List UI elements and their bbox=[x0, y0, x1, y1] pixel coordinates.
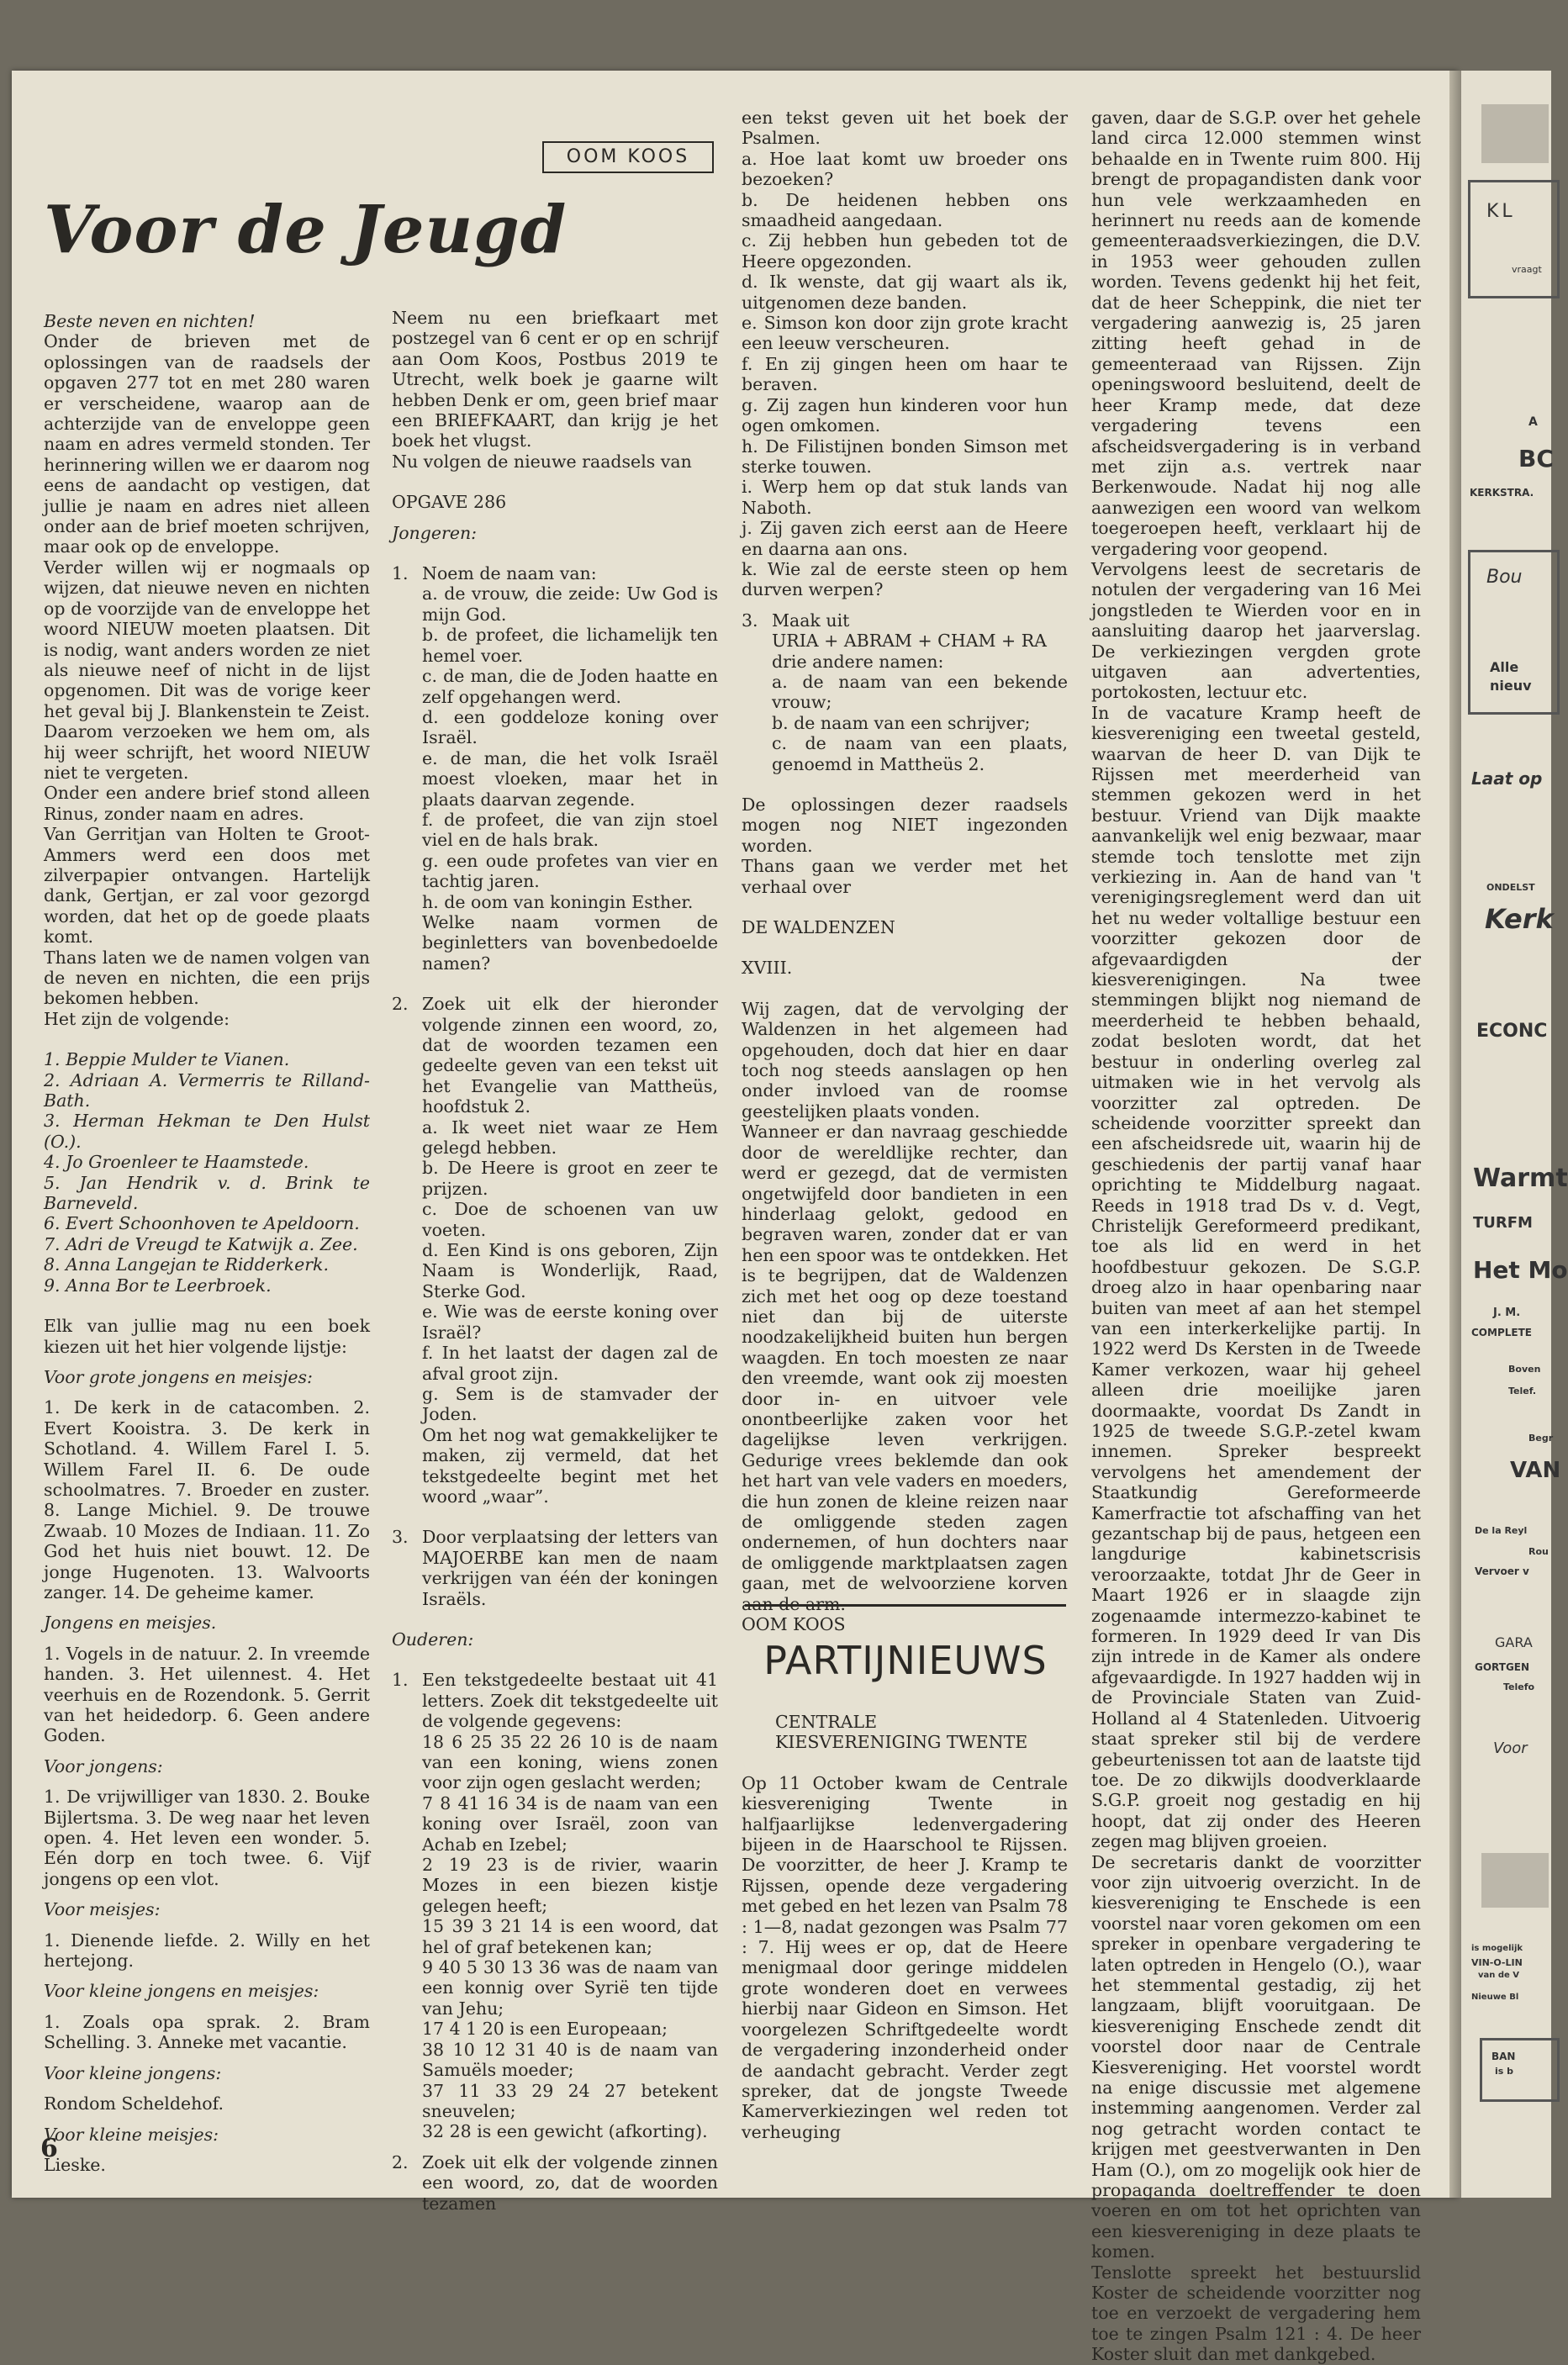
story-title: DE WALDENZEN bbox=[742, 917, 895, 938]
book-list: 1. De vrijwilliger van 1830. 2. Bouke Bijlertsma. 3. De weg naar het leven open. 4. Het leven een wonder. 5. Eén dorp en toch twee. 6. Vijf jongens op een vlot. bbox=[44, 1787, 370, 1889]
book-list: 1. Dienende liefde. 2. Willy en het hertejong. bbox=[44, 1929, 370, 1972]
winner-item: 6. Evert Schoonhoven te Apeldoorn. bbox=[44, 1213, 360, 1234]
section-title: PARTIJNIEUWS bbox=[763, 1638, 1048, 1683]
paragraph: een tekst geven uit het boek der Psalmen. bbox=[742, 108, 1068, 149]
paragraph: Onder een andere brief stond alleen Rinus, zonder naam en adres. bbox=[44, 783, 370, 824]
section-divider bbox=[745, 1604, 1066, 1607]
paragraph: Van Gerritjan van Holten te Groot-Ammers werd een doos met zilverpapier ontvangen. Hartelijk dank, Gertjan, er zal voor gezorgd worden, dat het op de goede plaats komt. bbox=[44, 824, 370, 948]
section-heading: Voor jongens: bbox=[44, 1755, 163, 1776]
column-3: een tekst geven uit het boek der Psalmen. a. Hoe laat komt uw broeder ons bezoeken? b. De heidenen hebben ons smaadheid aangedaan. c. Zij hebben hun gebeden tot de Heere opgezonden. d. Ik wenste, dat gij waart als ik, uitgenomen deze banden. e. Simson kon door zijn grote kracht een leeuw verscheuren. f. En zij gingen heen om haar te beraven. g. Zij zagen hun kinderen voor hun ogen omkomen. h. De Filistijnen bonden Simson met sterke touwen. i. Werp hem op dat stuk lands van Naboth. j. Zij gaven zich eerst aan de Heere en daarna aan ons. k. Wie zal de eerste steen op hem durven werpen? 3. Maak uit URIA + ABRAM + CHAM + RA drie andere namen: a. de naam van een bekende vrouw; b. de naam van een schrijver; c. de naam van een plaats, genoemd in Mattheüs 2. De oplossingen dezer raadsels mogen nog NIET ingezonden worden. Thans gaan we verder met het verhaal over DE WALDENZEN XVIII. Wij zagen, dat de vervolging der Waldenzen in het algemeen had opgehouden, doch dat hier en daar toch nog steeds aanslagen op hen onder invloed van de roomse geestelijken plaats vonden. Wanneer er dan navraag geschiedde door de wereldlijke rechter, dan werd er gezegd, dat de vermisten ongetwijfeld door bandieten in een hinderlaag gelokt, gedood en begraven waren, zonder dat er van hen een spoor was te ontdekken. Het is te begrijpen, dat de Waldenzen zich met het oog op deze toestand niet dan bij de uiterste noodzakelijkheid buiten hun bergen waagden. En toch moesten ze naar den vreemde, want ook zij moesten door in- en uitvoer vele onontbeerlijke zaken voor het dagelijkse leven verkrijgen. Gedurige vrees beklemde dan ook het hart van vele vaders en moeders, die hun zonen de kleine reizen naar de omliggende steden zagen ondernemen, of hun dochters naar de omliggende marktplaatsen zagen gaan, met de welvoorziene korven aan de arm. OOM KOOS bbox=[742, 108, 1068, 1635]
ad-box bbox=[1468, 180, 1560, 298]
paragraph: gaven, daar de S.G.P. over het gehele land circa 12.000 stemmen winst behaalde en in Twente ruim 800. Hij brengt de propagandisten dank voor hun vele werkzaamheden en herinnert nu reeds aan de komende gemeenteraadsverkiezingen, die D.V. in 1953 weer gehouden zullen worden. Tevens gedenkt hij het feit, dat de heer Scheppink, die niet ter vergadering aanwezig is, 25 jaren zitting heeft gehad in de gemeenteraad van Rijssen. Zijn openingswoord besluitend, deelt de heer Kramp mede, dat deze vergadering tevens een afscheidsvergadering is in verband met zijn a.s. vertrek naar Berkenwoude. Nadat hij nog alle aanwezigen een woord van welkom toegeroepen heeft, verklaart hij de vergadering voor geopend. bbox=[1091, 108, 1421, 559]
section-heading: Jongeren: bbox=[392, 522, 478, 543]
signature: OOM KOOS bbox=[742, 1614, 846, 1635]
book-list: Lieske. bbox=[44, 2154, 106, 2175]
column-2 bbox=[392, 308, 718, 2214]
paragraph: Nu volgen de nieuwe raadsels van bbox=[392, 451, 692, 472]
page-number: 6 bbox=[40, 2134, 58, 2163]
winner-item: 8. Anna Langejan te Ridderkerk. bbox=[44, 1254, 329, 1275]
paragraph: De secretaris dankt de voorzitter voor zijn uitvoerig overzicht. In de kiesvereniging te Enschede is een voorstel naar voren gekomen om een spreker in openbare vergadering te laten optreden in Hengelo (O.), waar het stemmental gestadig, zij het langzaam, blijft vooruitgaan. De kiesvereniging Enschede zendt dit voorstel door naar de Centrale Kiesvereniging. Het voorstel wordt na enige discussie met algemene instemming aangenomen. Verder zal nog getracht worden contact te krijgen met geestverwanten in Den Ham (O.), om zo mogelijk ook hier de propaganda doeltreffender te doen voeren en om tot het oprichten van een kiesvereniging in deze plaats te komen. bbox=[1091, 1851, 1421, 2262]
page-title: Voor de Jeugd bbox=[44, 192, 568, 268]
paragraph: Thans laten we de namen volgen van de neven en nichten, die een prijs bekomen hebben. bbox=[44, 947, 370, 1009]
column-label-box: OOM KOOS bbox=[542, 141, 714, 173]
section-heading: Voor kleine meisjes: bbox=[44, 2124, 219, 2145]
column-3-lower bbox=[742, 1712, 1068, 2142]
paragraph: Neem nu een briefkaart met postzegel van 6 cent er op en schrijf aan Oom Koos, Postbus 2019 te Utrecht, welk boek je gaarne wilt hebben Denk er om, geen brief maar een BRIEFKAART, dan krijg je het boek het vlugst. bbox=[392, 308, 718, 451]
paragraph: Onder de brieven met de oplossingen van de raadsels der opgaven 277 tot en met 280 waren er verscheidene, waarop aan de achterzijde van de enveloppe geen naam en adres vermeld stonden. Ter herinnering willen we er daarom nog eens de aandacht op vestigen, dat jullie je naam en adres niet alleen onder aan de brief moeten schrijven, maar ook op de enveloppe. bbox=[44, 331, 370, 557]
question: 1. Een tekstgedeelte bestaat uit 41 letters. Zoek dit tekstgedeelte uit de volgende gegevens: 18 6 25 35 22 26 10 is de naam van een koning, wiens zonen voor zijn ogen geslacht werden; 7 8 41 16 34 is de naam van een koning over Israël, zoon van Achab en Izebel; 2 19 23 is de rivier, waarin Mozes in een biezen kistje gelegen heeft; 15 39 3 21 14 is een woord, dat hel of graf betekenen kan; 9 40 5 30 13 36 was de naam van een konnig over Syrië ten tijde van Jehu; 17 4 1 20 is een Europeaan; 38 10 12 31 40 is de naam van Samuëls moeder; 37 11 33 29 24 27 betekent sneuvelen; 32 28 is een gewicht (afkorting). bbox=[392, 1670, 718, 2142]
page-fold bbox=[1449, 71, 1461, 2198]
greeting: Beste neven en nichten! bbox=[44, 311, 256, 331]
section-heading: Voor meisjes: bbox=[44, 1899, 161, 1920]
paragraph: Elk van jullie mag nu een boek kiezen uit het hier volgende lijstje: bbox=[44, 1316, 370, 1357]
story-chapter: XVIII. bbox=[742, 958, 793, 979]
ad-box bbox=[1480, 2038, 1560, 2102]
column-1 bbox=[44, 311, 370, 2175]
section-heading: Voor grote jongens en meisjes: bbox=[44, 1366, 313, 1387]
puzzle-title: OPGAVE 286 bbox=[392, 492, 507, 513]
paragraph: De oplossingen dezer raadsels mogen nog NIET ingezonden worden. bbox=[742, 794, 1068, 856]
ad-image bbox=[1481, 1853, 1549, 1908]
winner-item: 9. Anna Bor te Leerbroek. bbox=[44, 1275, 272, 1296]
article-title: CENTRALE KIESVERENIGING TWENTE bbox=[775, 1712, 1028, 1753]
winner-item: 2. Adriaan A. Vermerris te Rilland-Bath. bbox=[44, 1069, 370, 1111]
section-heading: Ouderen: bbox=[392, 1629, 474, 1650]
book-list: 1. De kerk in de catacomben. 2. Evert Kooistra. 3. De kerk in Schotland. 4. Willem Farel I. 5. Willem Farel II. 6. De oude schoolmatres. 7. Broeder en zuster. 8. Lange Michiel. 9. De trouwe Zwaab. 10 Mozes de Indiaan. 11. Zo God het huis niet bouwt. 12. De jonge Hugenoten. 13. Walvoorts zanger. 14. De geheime kamer. bbox=[44, 1397, 370, 1602]
book-list: 1. Zoals opa sprak. 2. Bram Schelling. 3. Anneke met vacantie. bbox=[44, 2011, 370, 2053]
question: 3. Door verplaatsing der letters van MAJOERBE kan men de naam verkrijgen van één der koningen Israëls. bbox=[392, 1527, 718, 1609]
paragraph: Thans gaan we verder met het verhaal over bbox=[742, 856, 1068, 897]
question: 2. Zoek uit elk der volgende zinnen een woord, zo, dat de woorden tezamen bbox=[392, 2151, 718, 2214]
paragraph: Op 11 October kwam de Centrale kiesvereniging Twente in halfjaarlijkse ledenvergadering bijeen in de Haarschool te Rijssen. De voorzitter, de heer J. Kramp te Rijssen, opende deze vergadering met gebed en het lezen van Psalm 78 : 1—8, nadat gezongen was Psalm 77 : 7. Hij wees er op, dat de Heere menigmaal door geringe middelen grote wonderen doet en verwees hierbij naar Gideon en Simson. Het voorgelezen Schriftgedeelte wordt de vergadering inzonderheid onder de aandacht gebracht. Verder zegt spreker, dat de jongste Tweede Kamerverkiezingen wel reden tot verheuging bbox=[742, 1772, 1068, 2142]
book-list: Rondom Scheldehof. bbox=[44, 2093, 224, 2114]
winner-item: 5. Jan Hendrik v. d. Brink te Barneveld. bbox=[44, 1172, 370, 1214]
paragraph: Tenslotte spreekt het bestuurslid Koster de scheidende voorzitter nog toe en verzoekt de vergadering hem toe te zingen Psalm 121 : 4. De heer Koster sluit dan met dankgebed. bbox=[1091, 2262, 1421, 2365]
paragraph: In de vacature Kramp heeft de kiesvereniging een tweetal gesteld, waarvan de heer D. van Dijk te Rijssen met meerderheid van stemmen gekozen werd in het bestuur. Vriend van Dijk maakte aanvankelijk wel enig bezwaar, maar stemde toch tenslotte met zijn verkiezing in. Aan de hand van 't verenigingsreglement werd dan uit het nu weder voltallige bestuur een voorzitter gekozen door de afgevaardigden der kiesverenigingen. Na twee stemmingen blijkt nog niemand de meerderheid te hebben behaald, zodat besloten wordt, dat het bestuur in onderling overleg zal uitmaken wie in het vervolg als voorzitter zal optreden. De scheidende voorzitter spreekt dan een afscheidsrede uit, waarin hij de geschiedenis der partij vanaf haar oprichting te Middelburg nagaat. Reeds in 1918 trad Ds v. d. Vegt, Christelijk Gereformeerd predikant, toe als lid en werd in het hoofdbestuur gekozen. De S.G.P. droeg alzo in haar openbaring naar buiten van meet af aan het stempel van een interkerkelijke partij. In 1922 werd Ds Kersten in de Tweede Kamer verkozen, waar hij geheel alleen drie moeilijke jaren doormaakte, voordat Ds Zandt in 1925 de tweede S.G.P.-zetel kwam innemen. Spreker bespreekt vervolgens het amendement der Staatkundig Gereformeerde Kamerfractie tot afschaffing van het gezantschap bij de paus, hetgeen een langdurige kabinetscrisis veroorzaakte, totdat Jhr de Geer in Maart 1926 er in slaagde zijn zogenaamde intermezzo-kabinet te formeren. In 1929 deed Ir van Dis zijn intrede in de Kamer als ondere afgevaardigde. In 1927 hadden wij in de Provinciale Staten van Zuid-Holland al 4 Statenleden. Uitvoerig staat spreker stil bij de verdere gebeurtenissen tot aan de laatste tijd toe. De zo dikwijls doodverklaarde S.G.P. groeit nog gestadig en hij hoopt, dat zij onder des Heeren zegen mag blijven groeien. bbox=[1091, 702, 1421, 1852]
winner-item: 4. Jo Groenleer te Haamstede. bbox=[44, 1152, 309, 1173]
paragraph: Het zijn de volgende: bbox=[44, 1008, 230, 1029]
question: 2. Zoek uit elk der hieronder volgende zinnen een woord, zo, dat de woorden tezamen een gedeelte geven van een tekst uit het Evangelie van Mattheüs, hoofdstuk 2. a. Ik weet niet waar ze Hem gelegd hebben. b. De Heere is groot en zeer te prijzen. c. Doe de schoenen van uw voeten. d. Een Kind is ons geboren, Zijn Naam is Wonderlijk, Raad, Sterke God. e. Wie was de eerste koning over Israël? f. In het laatst der dagen zal de afval groot zijn. g. Sem is de stamvader der Joden. Om het nog wat gemakkelijker te maken, zij vermeld, dat het tekstgedeelte begint met het woord „waar”. bbox=[392, 994, 718, 1507]
winner-item: 7. Adri de Vreugd te Katwijk a. Zee. bbox=[44, 1233, 358, 1254]
paragraph: Wanneer er dan navraag geschiedde door de wereldlijke rechter, dan werd er gezegd, dat de vermisten ongetwijfeld door bandieten in een hinderlaag gelokt, gedood en begraven waren, zonder dat er van hen een spoor was te ontdekken. Het is te begrijpen, dat de Waldenzen zich met het oog op deze toestand niet dan bij de uiterste noodzakelijkheid buiten hun bergen waagden. En toch moesten ze naar den vreemde, want ook zij moesten door in- en uitvoer vele onontbeerlijke zaken voor het dagelijkse leven verkrijgen. Gedurige vrees beklemde dan ook het hart van vele vaders en moeders, die hun zonen de kleine reizen naar de omliggende steden zagen ondernemen, of hun dochters naar de omliggende marktplaatsen zagen gaan, met de welvoorziene korven aan de arm. bbox=[742, 1122, 1068, 1614]
question: 1. Noem de naam van: a. de vrouw, die zeide: Uw God is mijn God. b. de profeet, die lichamelijk ten hemel voer. c. de man, die de Joden haatte en zelf opgehangen werd. d. een goddeloze koning over Israël. e. de man, die het volk Israël moest vloeken, maar het in plaats daarvan zegende. f. de profeet, die van zijn stoel viel en de hals brak. g. een oude profetes van vier en tachtig jaren. h. de oom van koningin Esther. Welke naam vormen de beginletters van bovenbedoelde namen? bbox=[392, 563, 718, 974]
paragraph: Vervolgens leest de secretaris de notulen der vergadering van 16 Mei jongstleden te Wierden voor en in aansluiting daarop het jaarverslag. De verkiezingen vergden grote uitgaven aan advertenties, portokosten, lectuur etc. bbox=[1091, 558, 1421, 703]
paragraph: Wij zagen, dat de vervolging der Waldenzen in het algemeen had opgehouden, doch dat hier en daar toch nog steeds aanslagen op hen onder invloed van de roomse geestelijken plaats vonden. bbox=[742, 998, 1068, 1122]
adjacent-page: KL vraagt A BC KERKSTRA. Bou Alle nieuv Laat op ONDELST Kerk ECONC Warmt TURFM Het Mo J. M. COMPLETE Boven Telef. Begr VAN De la Reyl Rou Vervoer v GARA GORTGEN Telefo Voor is mogelijk VIN-O-LIN van de V Nieuwe Bl BAN is b bbox=[1461, 71, 1551, 2198]
formula: URIA + ABRAM + CHAM + RA bbox=[772, 631, 1047, 652]
book-list: 1. Vogels in de natuur. 2. In vreemde handen. 3. Het uilennest. 4. Het veerhuis en de Rozendonk. 5. Gerrit van het heidedorp. 6. Geen andere Goden. bbox=[44, 1643, 370, 1746]
ad-image bbox=[1481, 104, 1549, 163]
section-heading: Voor kleine jongens: bbox=[44, 2062, 222, 2083]
winner-item: 1. Beppie Mulder te Vianen. bbox=[44, 1049, 290, 1070]
winner-item: 3. Herman Hekman te Den Hulst (O.). bbox=[44, 1111, 370, 1152]
paragraph: Verder willen wij er nogmaals op wijzen, dat nieuwe neven en nichten op de voorzijde van de enveloppe het woord NIEUW moeten plaatsen. Dit is nodig, want anders worden ze niet als nieuwe neef of nicht in de lijst opgenomen. Dit was de vorige keer het geval bij J. Blankenstein te Zeist. Daarom verzoeken we hem om, als hij weer schrijft, het woord NIEUW niet te vergeten. bbox=[44, 557, 370, 783]
section-heading: Voor kleine jongens en meisjes: bbox=[44, 1981, 319, 2002]
section-heading: Jongens en meisjes. bbox=[44, 1613, 217, 1634]
column-4 bbox=[1091, 108, 1421, 2365]
question: 3. Maak uit URIA + ABRAM + CHAM + RA drie andere namen: a. de naam van een bekende vrouw; b. de naam van een schrijver; c. de naam van een plaats, genoemd in Mattheüs 2. bbox=[742, 610, 1068, 774]
